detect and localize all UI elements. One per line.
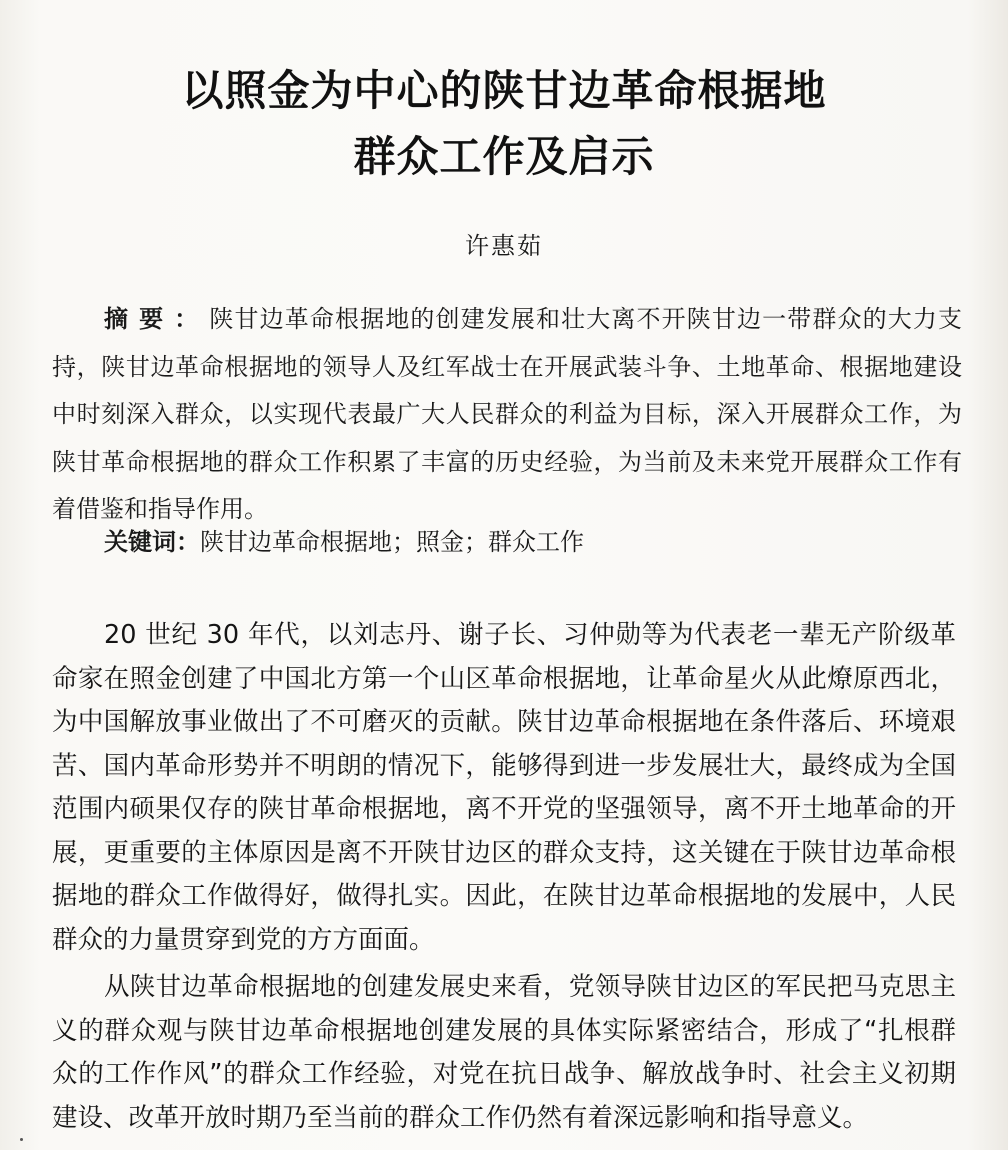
keywords-label: 关键词： (104, 528, 200, 556)
abstract-label: 摘要： (104, 305, 210, 333)
keywords-text: 陕甘边革命根据地；照金；群众工作 (200, 528, 584, 556)
scan-speck (20, 1138, 23, 1141)
author-name: 许惠茹 (465, 232, 543, 260)
title-line-1: 以照金为中心的陕甘边革命根据地 (181, 66, 827, 115)
body-paragraph-1: 20 世纪 30 年代，以刘志丹、谢子长、习仲勋等为代表老一辈无产阶级革命家在照金创建了中国北方第一个山区革命根据地，让革命星火从此燎原西北，为中国解放事业做出了不可磨灭的贡献。陕甘边革命根据地在条件落后、环境艰苦、国内革命形势并不明朗的情况下，能够得到进一步发展壮大，最终成为全国范围内硕果仅存的陕甘革命根据地，离不开党的坚强领导，离不开土地革命的开展，更重要的主体原因是离不开陕甘边区的群众支持，这关键在于陕甘边革命根据地的群众工作做得好，做得扎实。因此，在陕甘边革命根据地的发展中，人民群众的力量贯穿到党的方方面面。 (52, 620, 956, 955)
title-line-2: 群众工作及启示 (353, 132, 655, 181)
body-paragraph-2: 从陕甘边革命根据地的创建发展史来看，党领导陕甘边区的军民把马克思主义的群众观与陕甘边革命根据地创建发展的具体实际紧密结合，形成了“扎根群众的工作作风”的群众工作经验，对党在抗日战争、解放战争时、社会主义初期建设、改革开放时期乃至当前的群众工作仍然有着深远影响和指导意义。 (52, 972, 956, 1133)
abstract (52, 296, 962, 534)
keywords (104, 522, 964, 562)
abstract-text: 陕甘边革命根据地的创建发展和壮大离不开陕甘边一带群众的大力支持，陕甘边革命根据地的领导人及红军战士在开展武装斗争、土地革命、根据地建设中时刻深入群众，以实现代表最广大人民群众的利益为目标，深入开展群众工作，为陕甘革命根据地的群众工作积累了丰富的历史经验，为当前及未来党开展群众工作有着借鉴和指导作用。 (52, 305, 962, 523)
